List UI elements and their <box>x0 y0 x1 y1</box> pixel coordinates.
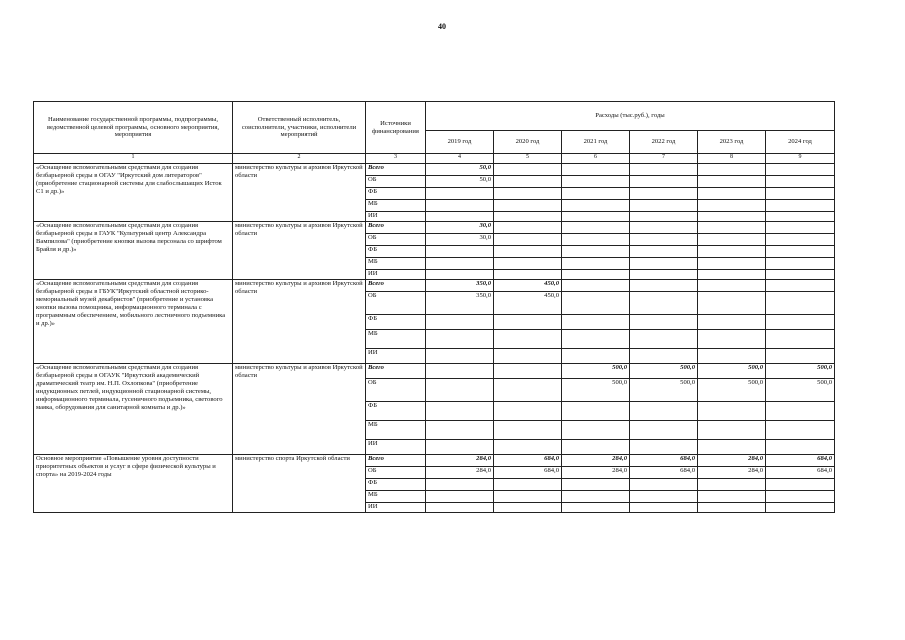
expense-value <box>698 491 766 503</box>
expense-value <box>494 258 562 270</box>
expense-value: 284,0 <box>426 455 494 467</box>
column-number: 9 <box>766 154 835 164</box>
table-row <box>34 164 835 176</box>
column-number: 7 <box>630 154 698 164</box>
table-row <box>34 280 835 292</box>
expense-value: 684,0 <box>766 455 835 467</box>
expense-value: 350,0 <box>426 280 494 292</box>
activity-responsible: министерство культуры и архивов Иркутской области <box>233 280 366 364</box>
expense-value <box>426 364 494 379</box>
funding-source: ФБ <box>366 402 426 421</box>
expense-value <box>698 280 766 292</box>
column-number: 5 <box>494 154 562 164</box>
expense-value <box>426 330 494 349</box>
page-number: 40 <box>438 22 446 31</box>
column-number: 3 <box>366 154 426 164</box>
expense-value: 684,0 <box>630 455 698 467</box>
column-number: 2 <box>233 154 366 164</box>
column-number-row <box>34 154 835 164</box>
expense-value <box>426 421 494 440</box>
expense-value: 350,0 <box>426 292 494 315</box>
expense-value <box>562 164 630 176</box>
expense-value: 500,0 <box>630 364 698 379</box>
expense-value <box>766 234 835 246</box>
expense-value <box>698 440 766 455</box>
expense-value <box>766 491 835 503</box>
expense-value <box>630 188 698 200</box>
funding-source: Всего <box>366 222 426 234</box>
expense-value <box>426 491 494 503</box>
expense-value <box>426 258 494 270</box>
expense-value <box>494 402 562 421</box>
expense-value <box>766 330 835 349</box>
expense-value <box>630 330 698 349</box>
column-number: 8 <box>698 154 766 164</box>
header-year: 2020 год <box>494 131 562 154</box>
expense-value <box>630 200 698 212</box>
expense-value <box>630 280 698 292</box>
expense-value <box>562 479 630 491</box>
expense-value <box>766 280 835 292</box>
expense-value <box>494 246 562 258</box>
expense-value <box>630 164 698 176</box>
expense-value <box>494 421 562 440</box>
expense-value <box>494 188 562 200</box>
expense-value <box>562 330 630 349</box>
expense-value: 500,0 <box>698 364 766 379</box>
expense-value: 284,0 <box>426 467 494 479</box>
expense-value <box>494 349 562 364</box>
expense-value: 284,0 <box>698 467 766 479</box>
funding-source: МБ <box>366 258 426 270</box>
expense-value <box>494 364 562 379</box>
expense-value <box>562 440 630 455</box>
expense-value <box>630 503 698 513</box>
expense-value <box>562 421 630 440</box>
expense-value: 684,0 <box>766 467 835 479</box>
header-year: 2023 год <box>698 131 766 154</box>
expense-value <box>766 421 835 440</box>
funding-source: ИИ <box>366 212 426 222</box>
expense-value: 30,0 <box>426 234 494 246</box>
expense-value: 50,0 <box>426 176 494 188</box>
expense-value <box>562 503 630 513</box>
funding-source: ОБ <box>366 467 426 479</box>
expense-value <box>766 212 835 222</box>
expense-value <box>766 503 835 513</box>
column-number: 1 <box>34 154 233 164</box>
activity-name: «Оснащение вспомогательными средствами для создания безбарьерной среды в ОГАУ "Иркутский дом литераторов" (приобретение стационарной системы для слабослышащих Исток С1 и др.)» <box>34 164 233 222</box>
expense-value <box>698 188 766 200</box>
table-body <box>34 154 835 513</box>
expense-value: 284,0 <box>698 455 766 467</box>
funding-source: Всего <box>366 280 426 292</box>
expense-value <box>630 491 698 503</box>
header-expenses: Расходы (тыс.руб.), годы <box>426 102 835 131</box>
expense-value <box>698 164 766 176</box>
expense-value <box>698 349 766 364</box>
table-row <box>34 364 835 379</box>
expense-value <box>698 330 766 349</box>
expense-value <box>698 200 766 212</box>
expense-value <box>426 503 494 513</box>
expense-value <box>562 402 630 421</box>
expense-value <box>562 234 630 246</box>
expense-value: 500,0 <box>766 379 835 402</box>
expense-value <box>766 315 835 330</box>
expense-value <box>562 491 630 503</box>
expense-value <box>766 222 835 234</box>
expense-value <box>630 440 698 455</box>
expense-value: 500,0 <box>562 364 630 379</box>
expense-value <box>426 402 494 421</box>
expense-value <box>766 440 835 455</box>
funding-source: ОБ <box>366 292 426 315</box>
expense-value <box>630 212 698 222</box>
expense-value: 450,0 <box>494 292 562 315</box>
header-year: 2021 год <box>562 131 630 154</box>
funding-source: ФБ <box>366 315 426 330</box>
funding-source: МБ <box>366 330 426 349</box>
expense-value <box>698 315 766 330</box>
expense-value <box>630 315 698 330</box>
expense-value <box>494 440 562 455</box>
expense-value <box>630 479 698 491</box>
activity-responsible: министерство спорта Иркутской области <box>233 455 366 513</box>
header-name: Наименование государственной программы, подпрограммы, ведомственной целевой программы, основного мероприятия, мероприятия <box>34 102 233 154</box>
expense-value: 284,0 <box>562 455 630 467</box>
expense-value <box>426 246 494 258</box>
expense-value <box>630 270 698 280</box>
expense-value <box>698 234 766 246</box>
activity-name: «Оснащение вспомогательными средствами для создания безбарьерной среды в ГАУК "Культурный центр Александра Вампилова" (приобретение кнопки вызова персонала со шрифтом Брайля и др.)» <box>34 222 233 280</box>
expense-value <box>698 258 766 270</box>
expense-value <box>562 246 630 258</box>
expense-value <box>562 222 630 234</box>
activity-name: «Оснащение вспомогательными средствами для создания безбарьерной среды в ОГАУК "Иркутский академический драматический театр им. Н.П. Охлопкова" (приобретение индукционных петлей, индукционной стационарной системы, информационного терминала, гусеничного подъемника, светового маяка, оборудования для санитарной комнаты и др.)» <box>34 364 233 455</box>
budget-table <box>33 101 835 513</box>
expense-value <box>698 212 766 222</box>
funding-source: ОБ <box>366 379 426 402</box>
activity-name: Основное мероприятие «Повышение уровня доступности приоритетных объектов и услуг в сфере физической культуры и спорта» на 2019-2024 годы <box>34 455 233 513</box>
expense-value <box>766 349 835 364</box>
funding-source: ИИ <box>366 440 426 455</box>
expense-value: 50,0 <box>426 164 494 176</box>
header-sources: Источники финансирования <box>366 102 426 154</box>
expense-value <box>562 280 630 292</box>
activity-responsible: министерство культуры и архивов Иркутской области <box>233 164 366 222</box>
funding-source: МБ <box>366 491 426 503</box>
expense-value <box>698 292 766 315</box>
expense-value <box>494 379 562 402</box>
expense-value <box>630 234 698 246</box>
expense-value: 284,0 <box>562 467 630 479</box>
expense-value: 684,0 <box>494 467 562 479</box>
expense-value <box>630 176 698 188</box>
expense-value <box>630 246 698 258</box>
expense-value <box>698 176 766 188</box>
activity-name: «Оснащение вспомогательными средствами для создания безбарьерной среды в ГБУК"Иркутский областной историко-мемориальный музей декабристов" (приобретение и установка кнопки вызова помощника, информационного терминала с программным обеспечением, мобильного лестничного подъемника и др.)» <box>34 280 233 364</box>
expense-value: 500,0 <box>698 379 766 402</box>
expense-value <box>766 479 835 491</box>
expense-value <box>698 402 766 421</box>
expense-value <box>426 479 494 491</box>
funding-source: Всего <box>366 364 426 379</box>
header-year: 2024 год <box>766 131 835 154</box>
header-responsible: Ответственный исполнитель, соисполнители, участники, исполнители мероприятий <box>233 102 366 154</box>
expense-value <box>562 315 630 330</box>
expense-value <box>494 503 562 513</box>
expense-value <box>630 421 698 440</box>
funding-source: ФБ <box>366 479 426 491</box>
expense-value <box>766 200 835 212</box>
table-row <box>34 222 835 234</box>
expense-value <box>494 330 562 349</box>
table-row <box>34 455 835 467</box>
funding-source: ФБ <box>366 188 426 200</box>
expense-value <box>698 479 766 491</box>
expense-value <box>426 212 494 222</box>
funding-source: МБ <box>366 200 426 212</box>
funding-source: ИИ <box>366 349 426 364</box>
column-number: 4 <box>426 154 494 164</box>
expense-value <box>698 270 766 280</box>
expense-value <box>766 292 835 315</box>
expense-value <box>494 164 562 176</box>
expense-value <box>766 258 835 270</box>
expense-value <box>494 200 562 212</box>
column-number: 6 <box>562 154 630 164</box>
expense-value <box>426 200 494 212</box>
expense-value <box>494 479 562 491</box>
expense-value <box>562 258 630 270</box>
expense-value <box>766 270 835 280</box>
expense-value <box>698 503 766 513</box>
expense-value <box>426 379 494 402</box>
funding-source: Всего <box>366 455 426 467</box>
expense-value <box>562 270 630 280</box>
expense-value <box>494 270 562 280</box>
header-year: 2022 год <box>630 131 698 154</box>
expense-value <box>562 200 630 212</box>
expense-value <box>426 188 494 200</box>
expense-value <box>766 402 835 421</box>
expense-value <box>494 176 562 188</box>
expense-value <box>426 270 494 280</box>
activity-responsible: министерство культуры и архивов Иркутской области <box>233 222 366 280</box>
expense-value <box>630 258 698 270</box>
expense-value: 30,0 <box>426 222 494 234</box>
expense-value <box>562 176 630 188</box>
expense-value <box>630 292 698 315</box>
funding-source: ОБ <box>366 176 426 188</box>
expense-value <box>766 164 835 176</box>
funding-source: МБ <box>366 421 426 440</box>
expense-value <box>562 349 630 364</box>
expense-value <box>494 491 562 503</box>
expense-value: 684,0 <box>494 455 562 467</box>
expense-value <box>494 212 562 222</box>
expense-value <box>494 315 562 330</box>
expense-value <box>426 440 494 455</box>
activity-responsible: министерство культуры и архивов Иркутской области <box>233 364 366 455</box>
expense-value <box>766 188 835 200</box>
expense-value <box>766 176 835 188</box>
expense-value <box>698 222 766 234</box>
expense-value <box>494 234 562 246</box>
funding-source: ИИ <box>366 503 426 513</box>
expense-value: 684,0 <box>630 467 698 479</box>
funding-source: ФБ <box>366 246 426 258</box>
expense-value <box>494 222 562 234</box>
expense-value <box>562 292 630 315</box>
expense-value <box>562 188 630 200</box>
expense-value <box>630 222 698 234</box>
expense-value: 500,0 <box>630 379 698 402</box>
expense-value <box>766 246 835 258</box>
funding-source: Всего <box>366 164 426 176</box>
expense-value <box>698 246 766 258</box>
expense-value <box>630 349 698 364</box>
funding-source: ИИ <box>366 270 426 280</box>
expense-value: 500,0 <box>766 364 835 379</box>
expense-value <box>426 315 494 330</box>
expense-value: 500,0 <box>562 379 630 402</box>
expense-value <box>562 212 630 222</box>
expense-value <box>426 349 494 364</box>
expense-value <box>630 402 698 421</box>
expense-value <box>698 421 766 440</box>
header-year: 2019 год <box>426 131 494 154</box>
expense-value: 450,0 <box>494 280 562 292</box>
funding-source: ОБ <box>366 234 426 246</box>
